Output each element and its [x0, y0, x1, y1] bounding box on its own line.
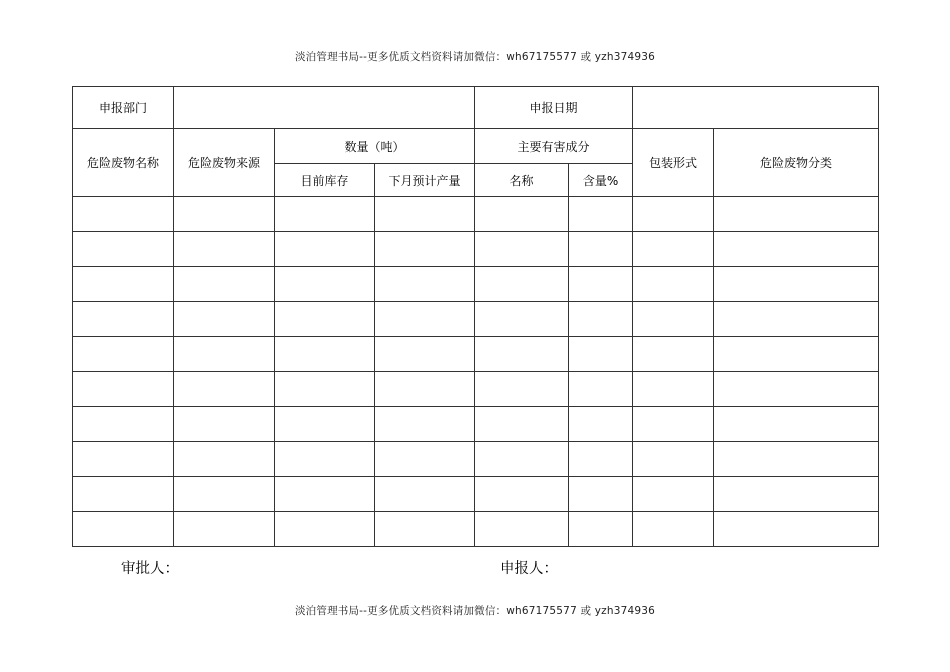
table-row	[73, 337, 879, 372]
table-cell[interactable]	[633, 372, 714, 407]
col-header-component-name: 名称	[475, 164, 569, 197]
table-cell[interactable]	[73, 372, 174, 407]
table-row	[73, 477, 879, 512]
report-dept-label: 申报部门	[73, 87, 174, 129]
report-date-label: 申报日期	[475, 87, 633, 129]
col-header-next-month-output: 下月预计产量	[375, 164, 475, 197]
col-header-current-stock: 目前库存	[275, 164, 375, 197]
table-row	[73, 407, 879, 442]
table-cell[interactable]	[475, 337, 569, 372]
table-row	[73, 442, 879, 477]
table-cell[interactable]	[375, 197, 475, 232]
table-cell[interactable]	[174, 512, 275, 547]
reporter-label: 申报人：	[500, 561, 558, 577]
table-cell[interactable]	[73, 407, 174, 442]
table-cell[interactable]	[569, 512, 633, 547]
col-header-content-pct: 含量%	[569, 164, 633, 197]
table-cell[interactable]	[275, 477, 375, 512]
table-cell[interactable]	[275, 407, 375, 442]
table-cell[interactable]	[375, 477, 475, 512]
table-cell[interactable]	[569, 442, 633, 477]
table-cell[interactable]	[714, 442, 879, 477]
table-cell[interactable]	[714, 512, 879, 547]
table-cell[interactable]	[569, 337, 633, 372]
table-cell[interactable]	[633, 337, 714, 372]
table-cell[interactable]	[174, 372, 275, 407]
table-row	[73, 372, 879, 407]
table-cell[interactable]	[633, 512, 714, 547]
table-cell[interactable]	[174, 197, 275, 232]
table-row	[73, 267, 879, 302]
approver-label: 审批人：	[121, 561, 179, 577]
col-header-waste-category: 危险废物分类	[714, 129, 879, 197]
table-cell[interactable]	[633, 407, 714, 442]
data-rows	[73, 197, 879, 547]
table-cell[interactable]	[475, 442, 569, 477]
table-cell[interactable]	[569, 407, 633, 442]
table-cell[interactable]	[275, 512, 375, 547]
table-cell[interactable]	[375, 372, 475, 407]
table-cell[interactable]	[73, 267, 174, 302]
table-cell[interactable]	[633, 302, 714, 337]
table-cell[interactable]	[569, 302, 633, 337]
header-row-dept-date	[73, 87, 879, 129]
table-cell[interactable]	[475, 232, 569, 267]
table-cell[interactable]	[633, 197, 714, 232]
col-header-waste-name: 危险废物名称	[73, 129, 174, 197]
table-cell[interactable]	[475, 512, 569, 547]
table-cell[interactable]	[475, 372, 569, 407]
table-cell[interactable]	[73, 442, 174, 477]
table-cell[interactable]	[633, 477, 714, 512]
table-cell[interactable]	[475, 302, 569, 337]
table-cell[interactable]	[73, 512, 174, 547]
table-cell[interactable]	[275, 337, 375, 372]
table-row	[73, 232, 879, 267]
table-cell[interactable]	[714, 197, 879, 232]
table-row	[73, 512, 879, 547]
table-cell[interactable]	[375, 267, 475, 302]
table-cell[interactable]	[714, 477, 879, 512]
table-cell[interactable]	[275, 267, 375, 302]
table-cell[interactable]	[275, 232, 375, 267]
report-dept-field[interactable]	[174, 87, 475, 129]
table-cell[interactable]	[275, 442, 375, 477]
table-cell[interactable]	[569, 232, 633, 267]
table-cell[interactable]	[375, 232, 475, 267]
table-cell[interactable]	[714, 337, 879, 372]
table-row	[73, 302, 879, 337]
table-cell[interactable]	[714, 302, 879, 337]
table-cell[interactable]	[569, 197, 633, 232]
table-cell[interactable]	[375, 512, 475, 547]
table-cell[interactable]	[73, 232, 174, 267]
table-cell[interactable]	[174, 267, 275, 302]
table-cell[interactable]	[475, 267, 569, 302]
table-cell[interactable]	[375, 442, 475, 477]
report-date-field[interactable]	[633, 87, 879, 129]
header-row-1	[73, 129, 879, 164]
table-cell[interactable]	[275, 197, 375, 232]
watermark-bottom: 淡泊管理书局--更多优质文档资料请加微信：wh67175577 或 yzh374936	[294, 605, 655, 617]
table-cell[interactable]	[569, 477, 633, 512]
table-cell[interactable]	[569, 267, 633, 302]
table-cell[interactable]	[174, 337, 275, 372]
table-cell[interactable]	[375, 302, 475, 337]
watermark-top: 淡泊管理书局--更多优质文档资料请加微信：wh67175577 或 yzh374936	[294, 51, 655, 63]
table-cell[interactable]	[633, 267, 714, 302]
table-cell[interactable]	[174, 442, 275, 477]
col-header-quantity: 数量（吨）	[275, 129, 475, 164]
col-header-packaging: 包装形式	[633, 129, 714, 197]
table-cell[interactable]	[174, 302, 275, 337]
table-row	[73, 197, 879, 232]
table-cell[interactable]	[633, 232, 714, 267]
table-cell[interactable]	[714, 267, 879, 302]
table-cell[interactable]	[714, 407, 879, 442]
table-cell[interactable]	[569, 372, 633, 407]
table-cell[interactable]	[633, 442, 714, 477]
table-cell[interactable]	[375, 407, 475, 442]
table-cell[interactable]	[73, 197, 174, 232]
table-cell[interactable]	[475, 197, 569, 232]
table-cell[interactable]	[174, 477, 275, 512]
table-cell[interactable]	[714, 232, 879, 267]
table-cell[interactable]	[275, 372, 375, 407]
table-cell[interactable]	[73, 337, 174, 372]
table-cell[interactable]	[475, 407, 569, 442]
table-cell[interactable]	[73, 477, 174, 512]
col-header-waste-source: 危险废物来源	[174, 129, 275, 197]
table-cell[interactable]	[73, 302, 174, 337]
hazardous-waste-report-table	[72, 86, 879, 547]
table-cell[interactable]	[174, 407, 275, 442]
table-cell[interactable]	[375, 337, 475, 372]
table-cell[interactable]	[174, 232, 275, 267]
table-cell[interactable]	[714, 372, 879, 407]
table-cell[interactable]	[475, 477, 569, 512]
table-cell[interactable]	[275, 302, 375, 337]
col-header-main-hazard: 主要有害成分	[475, 129, 633, 164]
